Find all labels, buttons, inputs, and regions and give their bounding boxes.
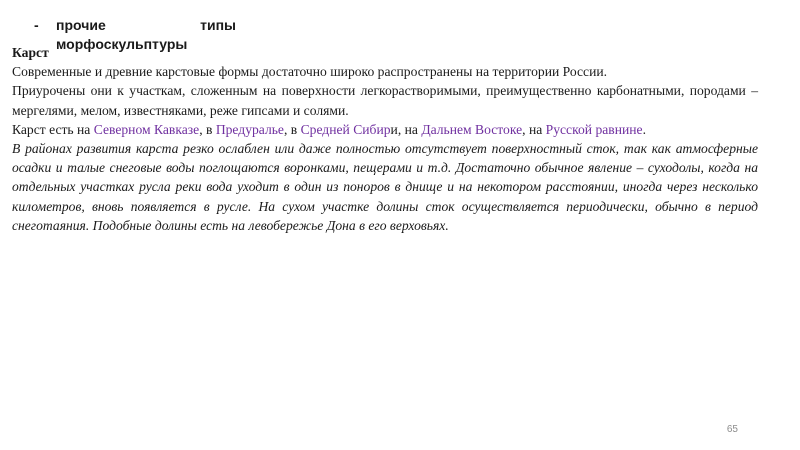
paragraph-distribution: Современные и древние карстовые формы достаточно широко распространены на территории России. [12, 64, 608, 80]
region-link-north-caucasus[interactable]: Северном Кавказе [93, 121, 200, 137]
paragraph-rocks: Приурочены они к участкам, сложенным на поверхности легкорастворимыми, преимущественно карбонатными, породами – мергелями, мелом, известняками, реже гипсами и солями. [12, 83, 758, 118]
regions-text-3: , в [283, 121, 301, 137]
region-link-russian-plain[interactable]: Русской равнине [545, 121, 643, 137]
page-number: 65 [726, 424, 738, 435]
region-link-pre-urals[interactable]: Предуралье [215, 121, 284, 137]
heading-line-1 [56, 16, 236, 35]
region-link-central-siberia[interactable]: Средней Сибир [300, 121, 391, 137]
regions-text-2: , в [199, 121, 216, 137]
paragraph-karst-effects: В районах развития карста резко ослаблен или даже полностью отсутствует поверхностный сток, так как атмосферные осадки и талые снеговые воды поглощаются воронками, пещерами и т.д. Достаточно обычное явление – суходолы, когда на отдельных участках русла реки вода уходит в один из поноров в днище и на некотором расстоянии, иногда через несколько километров, вновь появляется в русле. На сухом участке долины сток осуществляется периодически, обычно в период снеготаяния. Подобные долины есть на левобережье Дона в его верховьях. [12, 141, 758, 233]
regions-text-4: и, на [390, 121, 422, 137]
regions-text-6: . [642, 121, 646, 137]
term-heading: Карст [12, 45, 49, 60]
heading-word-2: типы [200, 17, 236, 33]
regions-text-1: Карст есть на [12, 121, 94, 137]
heading-line-2: морфоскульптуры [56, 36, 188, 52]
bullet-marker: - [34, 17, 39, 33]
heading-word-1: прочие [56, 17, 106, 33]
regions-text-5: , на [522, 121, 546, 137]
body-text [12, 43, 758, 235]
region-link-far-east[interactable]: Дальнем Востоке [421, 121, 523, 137]
paragraph-regions [12, 120, 758, 139]
